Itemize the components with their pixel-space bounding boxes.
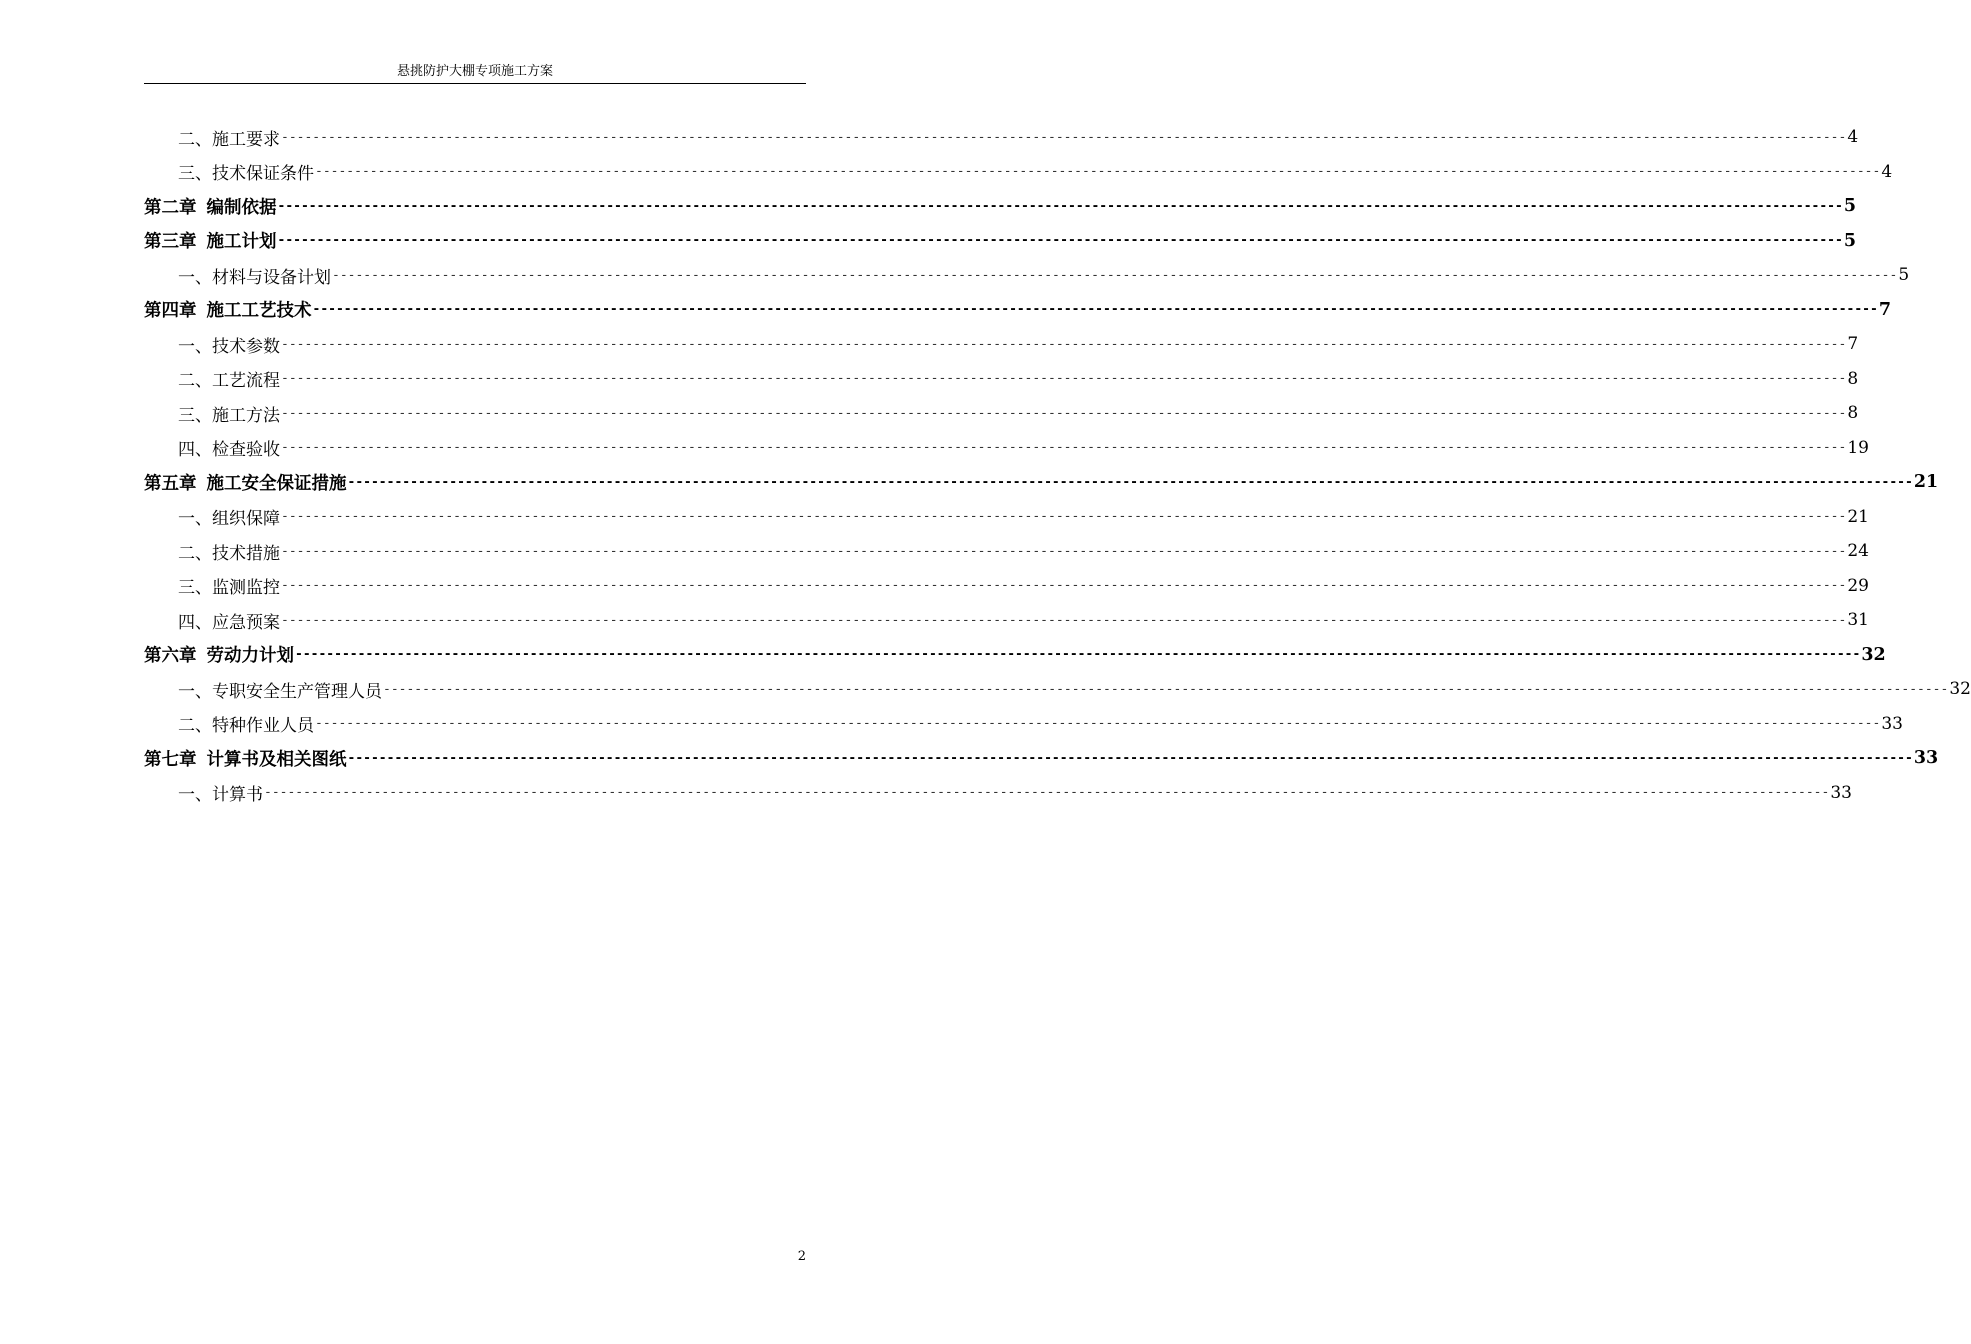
toc-entry-title: 施工工艺技术 [206, 301, 312, 322]
toc-dot-leader: -------------------------------------------------------------------------------------------------------------------------------------------------------------------------------------------------------- [281, 336, 1847, 352]
toc-entry-number: 第五章 [144, 473, 197, 494]
toc-dot-leader: -------------------------------------------------------------------------------------------------------------------------------------------------------------------------------------------------------- [312, 302, 1878, 318]
toc-entry-number: 四、 [178, 440, 212, 461]
toc-chapter-entry[interactable] [144, 189, 1857, 224]
toc-entry-number: 二、 [178, 371, 212, 392]
toc-dot-leader: -------------------------------------------------------------------------------------------------------------------------------------------------------------------------------------------------------- [295, 647, 1861, 663]
toc-entry-number: 第六章 [144, 646, 197, 667]
toc-section-entry[interactable] [144, 120, 1859, 155]
toc-entry-title: 计算书 [212, 785, 263, 806]
toc-entry-title: 计算书及相关图纸 [206, 749, 347, 770]
toc-section-entry[interactable] [144, 672, 1971, 707]
toc-entry-number: 一、 [178, 509, 212, 530]
toc-entry-page: 8 [1847, 403, 1859, 424]
toc-entry-page: 29 [1847, 575, 1869, 596]
toc-dot-leader: -------------------------------------------------------------------------------------------------------------------------------------------------------------------------------------------------------- [281, 509, 1847, 525]
toc-entry-title: 施工计划 [206, 232, 277, 253]
toc-entry-title: 技术保证条件 [212, 164, 314, 185]
toc-section-entry[interactable] [144, 776, 1852, 811]
toc-dot-leader: -------------------------------------------------------------------------------------------------------------------------------------------------------------------------------------------------------- [315, 716, 1881, 732]
toc-entry-number: 第三章 [144, 232, 197, 253]
toc-entry-number: 二、 [178, 716, 212, 737]
toc-entry-page: 33 [1913, 748, 1939, 769]
toc-entry-title: 检查验收 [212, 440, 280, 461]
toc-section-entry[interactable] [144, 327, 1859, 362]
toc-chapter-entry[interactable] [144, 638, 1886, 673]
toc-dot-leader: -------------------------------------------------------------------------------------------------------------------------------------------------------------------------------------------------------- [332, 267, 1898, 283]
toc-entry-title: 工艺流程 [212, 371, 280, 392]
toc-dot-leader: -------------------------------------------------------------------------------------------------------------------------------------------------------------------------------------------------------- [264, 785, 1830, 801]
toc-entry-title: 施工要求 [212, 129, 280, 150]
toc-section-entry[interactable] [144, 155, 1893, 190]
toc-entry-number: 二、 [178, 543, 212, 564]
toc-entry-page: 32 [1949, 679, 1971, 700]
header-rule [144, 83, 806, 84]
toc-section-entry[interactable] [144, 534, 1869, 569]
toc-dot-leader: -------------------------------------------------------------------------------------------------------------------------------------------------------------------------------------------------------- [383, 681, 1949, 697]
toc-entry-title: 材料与设备计划 [212, 267, 331, 288]
toc-entry-number: 一、 [178, 785, 212, 806]
toc-dot-leader: -------------------------------------------------------------------------------------------------------------------------------------------------------------------------------------------------------- [281, 578, 1847, 594]
toc-dot-leader: -------------------------------------------------------------------------------------------------------------------------------------------------------------------------------------------------------- [315, 164, 1881, 180]
toc-chapter-entry[interactable] [144, 465, 1939, 500]
toc-dot-leader: -------------------------------------------------------------------------------------------------------------------------------------------------------------------------------------------------------- [347, 474, 1913, 490]
toc-entry-title: 编制依据 [206, 197, 277, 218]
toc-section-entry[interactable] [144, 396, 1859, 431]
toc-entry-page: 8 [1847, 368, 1859, 389]
toc-entry-title: 技术措施 [212, 543, 280, 564]
toc-entry-number: 第四章 [144, 301, 197, 322]
toc-dot-leader: -------------------------------------------------------------------------------------------------------------------------------------------------------------------------------------------------------- [347, 750, 1913, 766]
toc-entry-page: 24 [1847, 541, 1869, 562]
toc-entry-page: 31 [1847, 610, 1869, 631]
toc-entry-number: 一、 [178, 267, 212, 288]
toc-entry-number: 第二章 [144, 197, 197, 218]
toc-dot-leader: -------------------------------------------------------------------------------------------------------------------------------------------------------------------------------------------------------- [281, 129, 1847, 145]
toc-section-entry[interactable] [144, 258, 1910, 293]
toc-dot-leader: -------------------------------------------------------------------------------------------------------------------------------------------------------------------------------------------------------- [277, 198, 1843, 214]
toc-dot-leader: -------------------------------------------------------------------------------------------------------------------------------------------------------------------------------------------------------- [281, 405, 1847, 421]
toc-entry-page: 33 [1881, 713, 1903, 734]
toc-entry-number: 一、 [178, 681, 212, 702]
toc-entry-number: 三、 [178, 164, 212, 185]
toc-entry-number: 三、 [178, 578, 212, 599]
toc-chapter-entry[interactable] [144, 224, 1857, 259]
toc-entry-title: 施工方法 [212, 405, 280, 426]
toc-entry-title: 技术参数 [212, 336, 280, 357]
toc-entry-number: 第七章 [144, 749, 197, 770]
toc-entry-number: 一、 [178, 336, 212, 357]
page-number: 2 [797, 1249, 806, 1264]
toc-section-entry[interactable] [144, 603, 1869, 638]
toc-entry-title: 监测监控 [212, 578, 280, 599]
toc-chapter-entry[interactable] [144, 741, 1939, 776]
toc-entry-title: 特种作业人员 [212, 716, 314, 737]
toc-entry-title: 劳动力计划 [206, 646, 294, 667]
toc-entry-title: 专职安全生产管理人员 [212, 681, 382, 702]
page-header-title: 悬挑防护大棚专项施工方案 [396, 64, 553, 79]
toc-dot-leader: -------------------------------------------------------------------------------------------------------------------------------------------------------------------------------------------------------- [277, 233, 1843, 249]
toc-dot-leader: -------------------------------------------------------------------------------------------------------------------------------------------------------------------------------------------------------- [281, 612, 1847, 628]
toc-entry-page: 5 [1898, 265, 1910, 286]
toc-dot-leader: -------------------------------------------------------------------------------------------------------------------------------------------------------------------------------------------------------- [281, 440, 1847, 456]
toc-entry-number: 二、 [178, 129, 212, 150]
toc-section-entry[interactable] [144, 362, 1859, 397]
toc-entry-page: 32 [1861, 644, 1886, 665]
toc-entry-page: 21 [1847, 506, 1869, 527]
table-of-contents [144, 120, 1971, 810]
toc-entry-number: 三、 [178, 405, 212, 426]
toc-dot-leader: -------------------------------------------------------------------------------------------------------------------------------------------------------------------------------------------------------- [281, 371, 1847, 387]
toc-entry-page: 21 [1913, 472, 1939, 493]
toc-section-entry[interactable] [144, 431, 1869, 466]
toc-entry-page: 4 [1881, 161, 1893, 182]
toc-entry-page: 33 [1830, 782, 1852, 803]
toc-section-entry[interactable] [144, 707, 1903, 742]
toc-dot-leader: -------------------------------------------------------------------------------------------------------------------------------------------------------------------------------------------------------- [281, 543, 1847, 559]
toc-section-entry[interactable] [144, 500, 1869, 535]
toc-entry-page: 4 [1847, 127, 1859, 148]
toc-entry-title: 施工安全保证措施 [206, 473, 347, 494]
toc-entry-page: 5 [1843, 230, 1857, 251]
toc-entry-number: 四、 [178, 612, 212, 633]
toc-entry-page: 5 [1843, 196, 1857, 217]
toc-entry-title: 应急预案 [212, 612, 280, 633]
toc-entry-title: 组织保障 [212, 509, 280, 530]
toc-entry-page: 7 [1847, 334, 1859, 355]
toc-chapter-entry[interactable] [144, 293, 1892, 328]
toc-entry-page: 7 [1878, 299, 1892, 320]
toc-section-entry[interactable] [144, 569, 1869, 604]
toc-entry-page: 19 [1847, 437, 1869, 458]
